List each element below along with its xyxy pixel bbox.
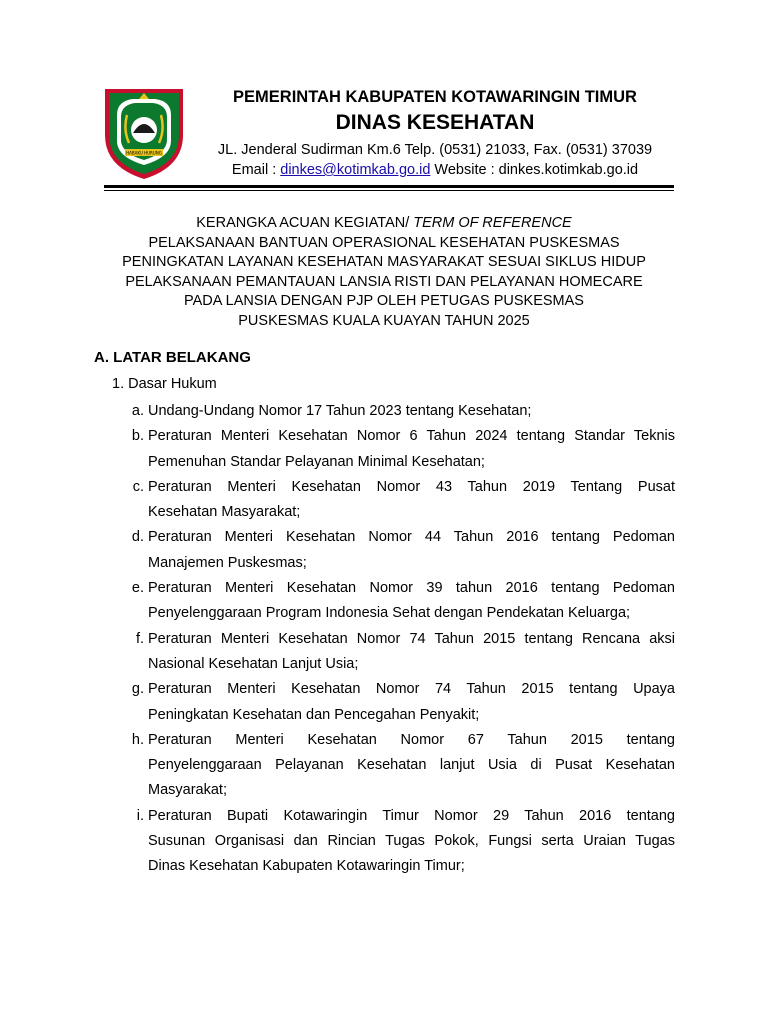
list-marker: g. [131,681,144,698]
list-item-line: Peraturan Menteri Kesehatan Nomor 67 Tahun 2015 tentang [148,731,675,748]
list-item-line: Undang-Undang Nomor 17 Tahun 2023 tentang Kesehatan; [148,403,532,419]
subsection-heading: 1. Dasar Hukum [112,376,217,392]
list-marker: h. [131,731,144,748]
list-item-line: Peraturan Menteri Kesehatan Nomor 39 tahun 2016 tentang Pedoman [148,580,675,597]
list-marker: c. [132,478,144,495]
title-line-2: PELAKSANAAN BANTUAN OPERASIONAL KESEHATAN PUSKESMAS [148,234,620,251]
list-item [122,677,675,728]
list-marker: a. [131,403,144,419]
title-line-6: PUSKESMAS KUALA KUAYAN TAHUN 2025 [238,312,530,329]
list-item [122,728,675,804]
title-line-5: PADA LANSIA DENGAN PJP OLEH PETUGAS PUSKESMAS [184,293,584,309]
title-line-4: PELAKSANAAN PEMANTAUAN LANSIA RISTI DAN PELAYANAN HOMECARE [125,273,643,290]
office-name: DINAS KESEHATAN [335,111,535,134]
list-item-line: Peningkatan Kesehatan dan Pencegahan Penyakit; [148,706,480,723]
list-marker: d. [131,529,144,546]
contact-line [190,160,680,180]
logo-banner-text: HABAKU HURUNG [126,150,162,156]
list-item [122,804,675,880]
list-item-line: Susunan Organisasi dan Rincian Tugas Pokok, Fungsi serta Uraian Tugas [148,833,675,850]
list-item-line: Peraturan Menteri Kesehatan Nomor 74 Tahun 2015 tentang Rencana aksi [148,630,675,647]
list-item-line: Masyarakat; [148,782,227,799]
list-item-line: Peraturan Menteri Kesehatan Nomor 6 Tahun 2024 tentang Standar Teknis [148,428,675,445]
list-item [122,399,675,424]
kotim-regency-logo [103,85,185,181]
email-link[interactable]: dinkes@kotimkab.go.id [280,162,431,178]
list-item-line: Peraturan Menteri Kesehatan Nomor 74 Tahun 2015 tentang Upaya [148,681,675,698]
list-item-line: Pemenuhan Standar Pelayanan Minimal Kesehatan; [148,453,485,470]
list-item-line: Kesehatan Masyarakat; [148,504,301,521]
list-item [122,525,675,576]
list-item-line: Peraturan Bupati Kotawaringin Timur Nomor 29 Tahun 2016 tentang [148,807,675,824]
legal-basis-list [122,399,675,880]
list-item [122,475,675,526]
email-prefix: Email : [231,162,281,178]
letterhead [190,86,680,180]
list-item-line: Penyelenggaraan Pelayanan Kesehatan lanjut Usia di Pusat Kesehatan [148,757,675,774]
section-heading: A. LATAR BELAKANG [94,349,251,366]
list-marker: f. [135,630,144,647]
title-line-1: KERANGKA ACUAN KEGIATAN/ TERM OF REFERENCE [196,215,572,231]
website-text: Website : dinkes.kotimkab.go.id [430,162,639,178]
document-title [94,214,674,331]
list-item-line: Penyelenggaraan Program Indonesia Sehat dengan Pendekatan Keluarga; [148,605,631,622]
list-item-line: Dinas Kesehatan Kabupaten Kotawaringin Timur; [148,858,465,875]
list-item-line: Nasional Kesehatan Lanjut Usia; [148,655,359,672]
letterhead-divider-thick [104,185,674,188]
list-marker: b. [131,428,144,445]
list-item-line: Peraturan Menteri Kesehatan Nomor 44 Tahun 2016 tentang Pedoman [148,529,675,546]
list-item-line: Manajemen Puskesmas; [148,554,307,571]
government-name: PEMERINTAH KABUPATEN KOTAWARINGIN TIMUR [233,88,637,106]
letterhead-divider-thin [104,190,674,191]
list-item-line: Peraturan Menteri Kesehatan Nomor 43 Tahun 2019 Tentang Pusat [148,478,675,495]
list-marker: i. [136,807,144,824]
list-item [122,424,675,475]
list-marker: e. [131,580,144,597]
list-item [122,576,675,627]
title-line-3: PENINGKATAN LAYANAN KESEHATAN MASYARAKAT SESUAI SIKLUS HIDUP [122,254,646,270]
list-item [122,627,675,678]
office-address: JL. Jenderal Sudirman Km.6 Telp. (0531) 21033, Fax. (0531) 37039 [217,142,653,158]
